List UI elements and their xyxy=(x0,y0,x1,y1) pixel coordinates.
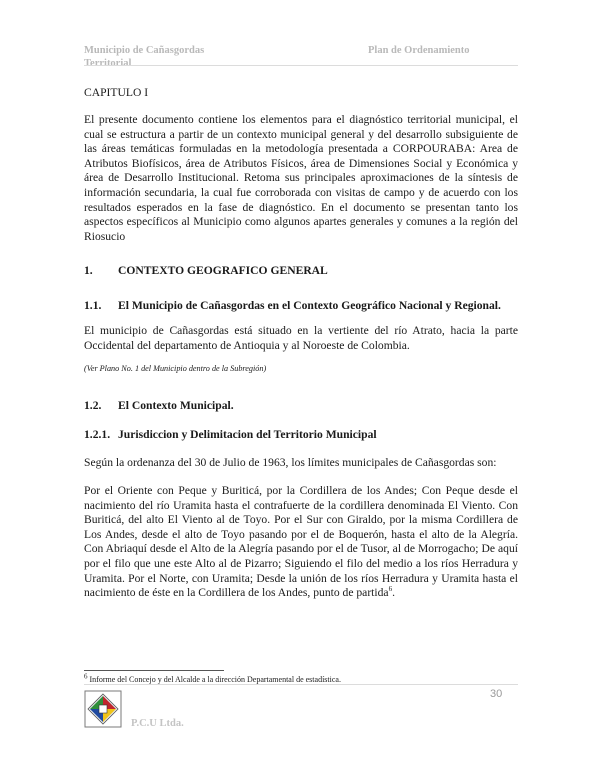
header-plan-title: Plan de Ordenamiento xyxy=(368,45,470,56)
section-heading-1-2-1: 1.2.1. Jurisdiccion y Delimitacion del Territorio Municipal xyxy=(84,428,377,441)
footer-divider xyxy=(84,684,518,685)
section-heading-1-1: 1.1. El Municipio de Cañasgordas en el Contexto Geográfico Nacional y Regional. xyxy=(84,299,501,312)
company-logo xyxy=(84,690,122,728)
plan-reference-note: (Ver Plano No. 1 del Municipio dentro de la Subregión) xyxy=(84,364,267,373)
section-heading-1-2: 1.2. El Contexto Municipal. xyxy=(84,399,234,412)
paragraph-limits: Por el Oriente con Peque y Buriticá, por la Cordillera de los Andes; Con Peque desde el nacimiento del río Uramita hasta el contrafuerte de la cordillera denominada El Viento. Con Buriticá, del alto El Viento al de Toyo. Por el Sur con Giraldo, por la misma Cordillera de Los Andes, desde el alto de Toyo pasando por el de Boquerón, hasta el alto de la Alegría. Con Abriaquí desde el Alto de la Alegría pasando por el de Tusor, al de Morrogacho; De aquí por el filo que une este Alto al de Pizarro; Siguiendo el filo del medio a los ríos Herradura y Uramita. Por el Norte, con Uramita; Desde la unión de los ríos Herradura y Uramita hasta el nacimiento de éste en la Cordillera de los Andes, punto de partida$^6$. xyxy=(84,484,518,600)
intro-paragraph: El presente documento contiene los elementos para el diagnóstico territorial municipal, el cual se estructura a partir de un contexto municipal general y del desarrollo subsiguiente de las áreas temáticas formuladas en la metodología presentada a CORPOURABA: Area de Atributos Biofísicos, área de Atributos Físicos, área de Dimensiones Social y Económica y área de Desarrollo Institucional. Retoma sus principales aproximaciones de la síntesis de información secundaria, la cual fue corroborada con visitas de campo y de acuerdo con los resultados esperados en la fase de diagnóstico. En el documento se presentan tanto los aspectos específicos al Municipio como algunos apartes generales y comunes a la región del Riosucio xyxy=(84,113,518,243)
page-number: 30 xyxy=(490,688,503,700)
footnote-reference[interactable]: 6 xyxy=(388,585,393,594)
section-heading-1: 1. CONTEXTO GEOGRAFICO GENERAL xyxy=(84,264,328,277)
footnote-separator xyxy=(84,670,224,671)
paragraph-location: El municipio de Cañasgordas está situado en la vertiente del río Atrato, hacia la parte Occidental del departamento de Antioquia y al Noroeste de Colombia. xyxy=(84,324,518,352)
footnote: $^6$ Informe del Concejo y del Alcalde a la dirección Departamental de estadística. xyxy=(84,672,341,684)
chapter-title: CAPITULO I xyxy=(84,86,149,99)
header-divider xyxy=(84,65,518,66)
paragraph-ordenanza: Según la ordenanza del 30 de Julio de 1963, los límites municipales de Cañasgordas son: xyxy=(84,456,497,469)
company-name: P.C.U Ltda. xyxy=(131,718,184,729)
header-municipality: Municipio de Cañasgordas Territorial xyxy=(84,45,205,69)
